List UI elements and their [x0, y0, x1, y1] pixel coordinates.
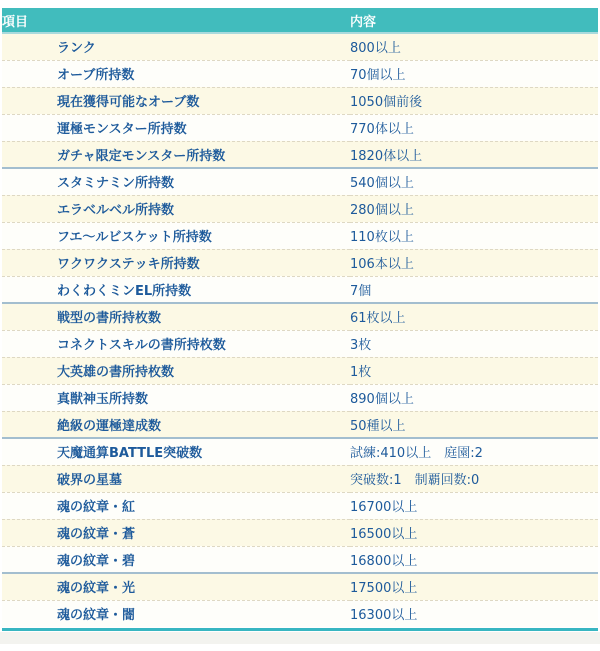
item-label: ランク — [2, 33, 350, 60]
item-label: 真獣神玉所持数 — [2, 384, 350, 411]
header-row — [2, 8, 598, 33]
table-header — [2, 8, 598, 33]
item-label: わくわくミンEL所持数 — [2, 276, 350, 303]
item-value: 試練:410以上 庭園:2 — [350, 438, 598, 465]
table-row — [2, 33, 598, 60]
item-label: 魂の紋章・闇 — [2, 600, 350, 627]
table-row — [2, 168, 598, 195]
table-row — [2, 546, 598, 573]
item-value: 61枚以上 — [350, 303, 598, 330]
item-value: 3枚 — [350, 330, 598, 357]
item-value: 突破数:1 制覇回数:0 — [350, 465, 598, 492]
table-row — [2, 249, 598, 276]
table-row — [2, 600, 598, 627]
item-label: 運極モンスター所持数 — [2, 114, 350, 141]
table-row — [2, 330, 598, 357]
item-value: 17500以上 — [350, 573, 598, 600]
table-bottom-border — [2, 628, 598, 631]
table-row — [2, 276, 598, 303]
item-value: 7個 — [350, 276, 598, 303]
table-row — [2, 519, 598, 546]
item-value: 70個以上 — [350, 60, 598, 87]
item-value: 280個以上 — [350, 195, 598, 222]
item-value: 16500以上 — [350, 519, 598, 546]
item-value: 1枚 — [350, 357, 598, 384]
item-value: 800以上 — [350, 33, 598, 60]
table-row — [2, 114, 598, 141]
item-label: フエ〜ルビスケット所持数 — [2, 222, 350, 249]
table-row — [2, 384, 598, 411]
item-label: オーブ所持数 — [2, 60, 350, 87]
item-label: コネクトスキルの書所持枚数 — [2, 330, 350, 357]
item-value: 16700以上 — [350, 492, 598, 519]
footer-strip — [0, 632, 600, 644]
item-value: 1050個前後 — [350, 87, 598, 114]
item-label: 絶級の運極達成数 — [2, 411, 350, 438]
item-label: 魂の紋章・紅 — [2, 492, 350, 519]
table-row — [2, 87, 598, 114]
item-value: 770体以上 — [350, 114, 598, 141]
item-label: 魂の紋章・光 — [2, 573, 350, 600]
item-label: 戦型の書所持枚数 — [2, 303, 350, 330]
table-row — [2, 60, 598, 87]
column-header-item: 項目 — [2, 8, 350, 33]
spec-table — [2, 8, 598, 627]
item-label: 魂の紋章・蒼 — [2, 519, 350, 546]
item-label: 破界の星墓 — [2, 465, 350, 492]
table-body — [2, 33, 598, 627]
item-label: エラベルベル所持数 — [2, 195, 350, 222]
item-value: 16800以上 — [350, 546, 598, 573]
table-row — [2, 573, 598, 600]
item-value: 106本以上 — [350, 249, 598, 276]
item-label: 魂の紋章・碧 — [2, 546, 350, 573]
item-label: ワクワクステッキ所持数 — [2, 249, 350, 276]
item-value: 110枚以上 — [350, 222, 598, 249]
table-row — [2, 465, 598, 492]
item-label: 現在獲得可能なオーブ数 — [2, 87, 350, 114]
item-value: 16300以上 — [350, 600, 598, 627]
item-label: ガチャ限定モンスター所持数 — [2, 141, 350, 168]
table-row — [2, 195, 598, 222]
item-value: 890個以上 — [350, 384, 598, 411]
item-label: 天魔通算BATTLE突破数 — [2, 438, 350, 465]
table-row — [2, 438, 598, 465]
column-header-content: 内容 — [350, 8, 598, 33]
item-value: 1820体以上 — [350, 141, 598, 168]
table-row — [2, 303, 598, 330]
table-row — [2, 357, 598, 384]
item-value: 50種以上 — [350, 411, 598, 438]
table-row — [2, 222, 598, 249]
item-label: 大英雄の書所持枚数 — [2, 357, 350, 384]
table-row — [2, 411, 598, 438]
table-row — [2, 492, 598, 519]
table-row — [2, 141, 598, 168]
item-label: スタミナミン所持数 — [2, 168, 350, 195]
item-value: 540個以上 — [350, 168, 598, 195]
